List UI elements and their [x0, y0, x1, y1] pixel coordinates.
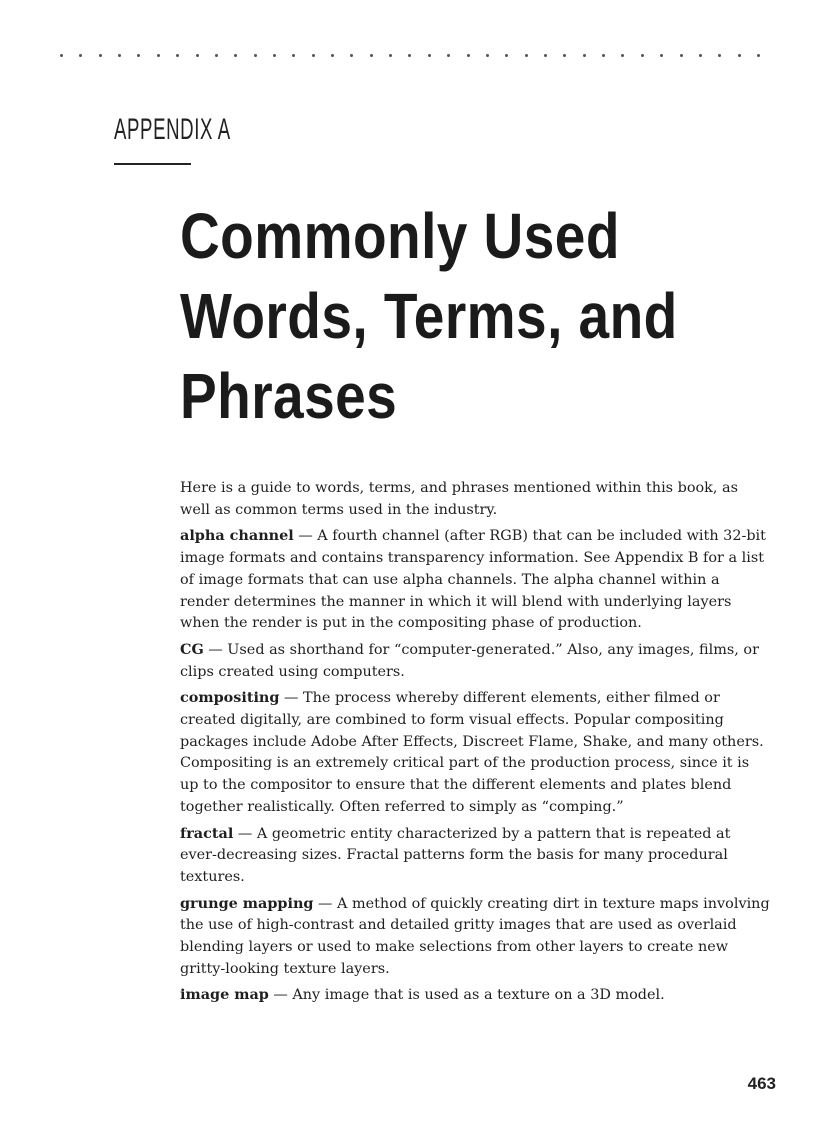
intro-paragraph: Here is a guide to words, terms, and phrases mentioned within this book, as well as common terms used in the industry. [180, 480, 739, 518]
appendix-underline [114, 163, 191, 165]
page-number: 463 [747, 1074, 776, 1093]
entry-term: alpha channel [180, 527, 294, 545]
entry-term: image map [180, 986, 269, 1004]
glossary-entry [180, 984, 770, 1007]
glossary-entry [180, 893, 770, 981]
title-line-1: Commonly Used [180, 200, 620, 272]
entry-definition: — Used as shorthand for “computer-generated.” Also, any images, films, or clips created using computers. [180, 641, 759, 680]
glossary-body [180, 478, 770, 1011]
entry-definition: — A method of quickly creating dirt in texture maps involving the use of high-contrast and detailed gritty images that are used as overlaid blending layers or used to make selections from other layers to create new gritty-looking texture layers. [180, 895, 770, 977]
entry-term: fractal [180, 824, 234, 842]
entry-definition: — The process whereby different elements, either filmed or created digitally, are combined to form visual effects. Popular compositing packages include Adobe After Effects, Discreet Flame, Shake, and many others. Compositing is an extremely critical part of the production process, since it is up to the compositor to ensure that the different elements and plates blend together realistically. Often referred to simply as “comping.” [180, 690, 764, 815]
page-title [180, 196, 780, 436]
glossary-entry [180, 687, 770, 818]
title-line-2: Words, Terms, and [180, 280, 678, 352]
entry-definition: — Any image that is used as a texture on a 3D model. [268, 987, 665, 1004]
title-line-3: Phrases [180, 360, 398, 432]
entry-definition: — A fourth channel (after RGB) that can be included with 32-bit image formats and contains transparency information. See Appendix B for a list of image formats that can use alpha channels. The alpha channel within a render determines the manner in which it will blend with underlying layers when the render is put in the compositing phase of production. [180, 528, 766, 632]
appendix-label: APPENDIX A [114, 113, 231, 146]
glossary-entry [180, 525, 770, 635]
glossary-entry [180, 639, 770, 683]
entry-term: grunge mapping [180, 894, 314, 912]
entry-term: CG [180, 640, 204, 658]
dotted-rule [60, 48, 760, 62]
entry-term: compositing [180, 689, 280, 707]
entry-definition: — A geometric entity characterized by a pattern that is repeated at ever-decreasing sizes. Fractal patterns form the basis for many procedural textures. [180, 825, 731, 885]
glossary-entry [180, 823, 770, 889]
